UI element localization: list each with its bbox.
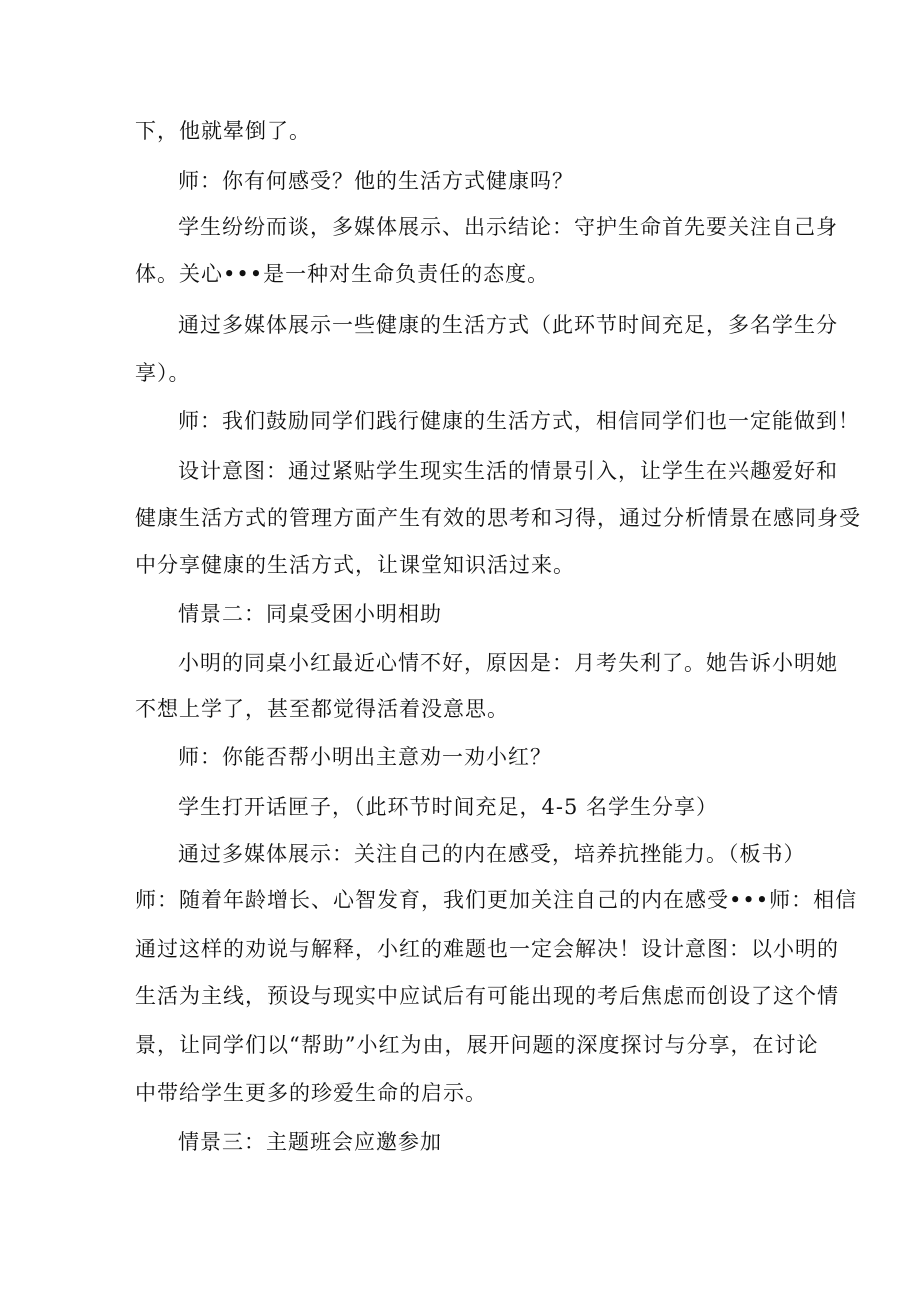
text-line: 师：我们鼓励同学们践行健康的生活方式，相信同学们也一定能做到！ — [178, 409, 860, 433]
text-line: 中带给学生更多的珍爱生命的启示。 — [135, 1081, 487, 1105]
text-line: 师：你有何感受？他的生活方式健康吗？ — [178, 169, 574, 193]
text-line: 享）。 — [135, 361, 191, 385]
text-line: 下，他就晕倒了。 — [135, 119, 311, 143]
section-heading: 情景三：主题班会应邀参加 — [178, 1130, 442, 1154]
text-line: 学生打开话匣子，（此环节时间充足，4-5 名学生分享） — [178, 795, 718, 819]
text-line: 设计意图：通过紧贴学生现实生活的情景引入，让学生在兴趣爱好和 — [178, 459, 838, 483]
text-line: 通过多媒体展示一些健康的生活方式（此环节时间充足，多名学生分 — [178, 313, 838, 337]
text-line: 通过这样的劝说与解释，小红的难题也一定会解决！设计意图：以小明的 — [135, 937, 839, 961]
text-line: 体。关心•••是一种对生命负责任的态度。 — [135, 262, 550, 286]
text-line: 中分享健康的生活方式，让课堂知识活过来。 — [135, 553, 575, 577]
text-line: 通过多媒体展示：关注自己的内在感受，培养抗挫能力。（板书） — [178, 842, 806, 866]
section-heading: 情景二：同桌受困小明相助 — [178, 602, 442, 626]
text-line: 生活为主线，预设与现实中应试后有可能出现的考后焦虑而创设了这个情 — [135, 984, 839, 1008]
text-line: 小明的同桌小红最近心情不好，原因是：月考失利了。她告诉小明她 — [178, 651, 838, 675]
text-line: 景，让同学们以“帮助”小红为由，展开问题的深度探讨与分享，在讨论 — [135, 1033, 819, 1057]
text-line: 不想上学了，甚至都觉得活着没意思。 — [135, 697, 509, 721]
text-line: 师：随着年龄增长、心智发育，我们更加关注自己的内在感受•••师：相信 — [135, 888, 858, 912]
text-line: 学生纷纷而谈，多媒体展示、出示结论：守护生命首先要关注自己身 — [178, 215, 838, 239]
text-line: 健康生活方式的管理方面产生有效的思考和习得，通过分析情景在感同身受 — [135, 506, 861, 530]
text-line: 师：你能否帮小明出主意劝一劝小红？ — [178, 745, 552, 769]
